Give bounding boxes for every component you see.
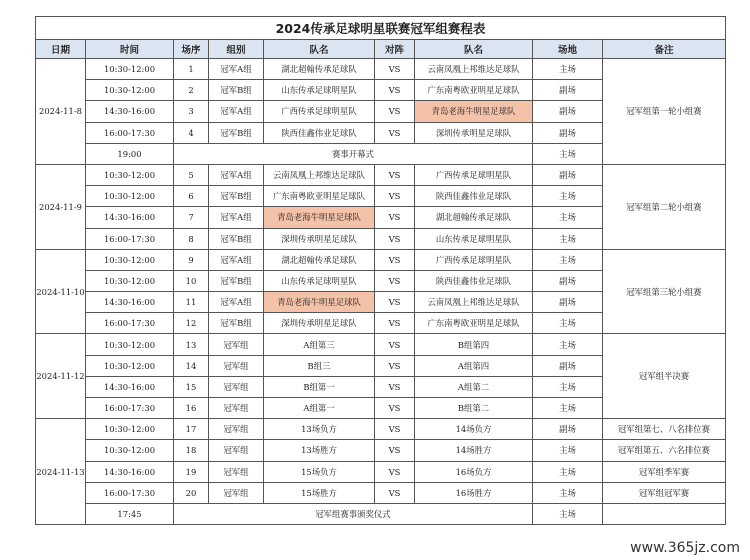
time-cell: 10:30-12:00	[86, 419, 174, 440]
watermark: www.365jz.com	[630, 540, 740, 556]
time-cell: 16:00-17:30	[86, 313, 174, 334]
group-cell: 冠军A组	[209, 164, 264, 185]
venue-cell: 主场	[533, 249, 603, 270]
team2-cell: 山东传承足球明星队	[415, 228, 533, 249]
venue-cell: 主场	[533, 482, 603, 503]
group-cell: 冠军B组	[209, 122, 264, 143]
schedule-sheet	[35, 16, 725, 525]
group-cell: 冠军A组	[209, 59, 264, 80]
match-no-cell: 20	[174, 482, 209, 503]
time-cell: 16:00-17:30	[86, 228, 174, 249]
vs-cell: VS	[375, 376, 415, 397]
time-cell: 10:30-12:00	[86, 270, 174, 291]
vs-cell: VS	[375, 207, 415, 228]
venue-cell: 主场	[533, 207, 603, 228]
team2-cell: 16场负方	[415, 461, 533, 482]
group-cell: 冠军组	[209, 461, 264, 482]
group-cell: 冠军B组	[209, 80, 264, 101]
vs-cell: VS	[375, 270, 415, 291]
vs-cell: VS	[375, 292, 415, 313]
match-no-cell: 2	[174, 80, 209, 101]
title-row	[36, 17, 726, 40]
venue-cell: 主场	[533, 59, 603, 80]
vs-cell: VS	[375, 228, 415, 249]
team2-cell: 湖北超翰传承足球队	[415, 207, 533, 228]
match-row	[36, 249, 726, 270]
time-cell: 16:00-17:30	[86, 122, 174, 143]
header-match-no: 场序	[174, 40, 209, 59]
group-cell: 冠军A组	[209, 292, 264, 313]
date-cell: 2024-11-8	[36, 59, 86, 165]
venue-cell: 主场	[533, 376, 603, 397]
team2-cell: 16场胜方	[415, 482, 533, 503]
time-cell: 14:30-16:00	[86, 292, 174, 313]
time-cell: 10:30-12:00	[86, 186, 174, 207]
group-cell: 冠军组	[209, 376, 264, 397]
group-cell: 冠军A组	[209, 101, 264, 122]
group-cell: 冠军组	[209, 398, 264, 419]
time-cell: 10:30-12:00	[86, 59, 174, 80]
note-cell: 冠军组第五、六名排位赛	[603, 440, 726, 461]
ceremony-time-cell: 17:45	[86, 503, 174, 524]
empty-note-cell	[603, 503, 726, 524]
match-row	[36, 419, 726, 440]
vs-cell: VS	[375, 122, 415, 143]
time-cell: 14:30-16:00	[86, 101, 174, 122]
team2-cell: 深圳传承明星足球队	[415, 122, 533, 143]
time-cell: 14:30-16:00	[86, 376, 174, 397]
date-cell: 2024-11-12	[36, 334, 86, 419]
vs-cell: VS	[375, 249, 415, 270]
team1-cell: 深圳传承明星足球队	[264, 313, 375, 334]
vs-cell: VS	[375, 313, 415, 334]
team2-cell: 广东南粤欧亚明星足球队	[415, 80, 533, 101]
team1-cell: 山东传承足球明星队	[264, 270, 375, 291]
group-cell: 冠军组	[209, 334, 264, 355]
vs-cell: VS	[375, 59, 415, 80]
venue-cell: 主场	[533, 228, 603, 249]
vs-cell: VS	[375, 186, 415, 207]
group-cell: 冠军组	[209, 355, 264, 376]
vs-cell: VS	[375, 334, 415, 355]
header-venue: 场地	[533, 40, 603, 59]
match-no-cell: 17	[174, 419, 209, 440]
team1-cell: 15场负方	[264, 461, 375, 482]
team2-cell: 广西传承足球明星队	[415, 164, 533, 185]
time-cell: 14:30-16:00	[86, 207, 174, 228]
match-no-cell: 11	[174, 292, 209, 313]
page-title: 2024传承足球明星联赛冠军组赛程表	[36, 17, 726, 40]
note-cell: 冠军组第七、八名排位赛	[603, 419, 726, 440]
vs-cell: VS	[375, 101, 415, 122]
group-cell: 冠军A组	[209, 249, 264, 270]
team1-cell: A组第一	[264, 398, 375, 419]
match-no-cell: 9	[174, 249, 209, 270]
note-cell: 冠军组冠军赛	[603, 482, 726, 503]
match-no-cell: 7	[174, 207, 209, 228]
header-date: 日期	[36, 40, 86, 59]
match-no-cell: 14	[174, 355, 209, 376]
match-row	[36, 334, 726, 355]
note-cell: 冠军组第二轮小组赛	[603, 164, 726, 249]
team2-cell: A组第四	[415, 355, 533, 376]
venue-cell: 副场	[533, 419, 603, 440]
vs-cell: VS	[375, 164, 415, 185]
date-cell: 2024-11-13	[36, 419, 86, 525]
venue-cell: 主场	[533, 398, 603, 419]
match-no-cell: 3	[174, 101, 209, 122]
header-time: 时间	[86, 40, 174, 59]
venue-cell: 副场	[533, 122, 603, 143]
ceremony-row	[36, 503, 726, 524]
team2-cell: B组第二	[415, 398, 533, 419]
group-cell: 冠军组	[209, 419, 264, 440]
time-cell: 10:30-12:00	[86, 80, 174, 101]
team1-cell: 青岛老海牛明星足球队	[264, 292, 375, 313]
team2-cell: 陕西佳鑫伟业足球队	[415, 186, 533, 207]
team2-cell: 14场胜方	[415, 440, 533, 461]
time-cell: 10:30-12:00	[86, 164, 174, 185]
note-cell: 冠军组第一轮小组赛	[603, 59, 726, 165]
team1-cell: B组三	[264, 355, 375, 376]
group-cell: 冠军B组	[209, 270, 264, 291]
venue-cell: 副场	[533, 292, 603, 313]
ceremony-time-cell: 19:00	[86, 143, 174, 164]
team1-cell: 湖北超翰传承足球队	[264, 249, 375, 270]
group-cell: 冠军组	[209, 482, 264, 503]
time-cell: 14:30-16:00	[86, 461, 174, 482]
match-no-cell: 5	[174, 164, 209, 185]
team2-cell: 14场负方	[415, 419, 533, 440]
note-cell: 冠军组季军赛	[603, 461, 726, 482]
venue-cell: 副场	[533, 270, 603, 291]
match-no-cell: 13	[174, 334, 209, 355]
venue-cell: 副场	[533, 355, 603, 376]
team1-cell: 15场胜方	[264, 482, 375, 503]
match-row	[36, 461, 726, 482]
vs-cell: VS	[375, 80, 415, 101]
team2-cell: 云南凤凰上邦维达足球队	[415, 59, 533, 80]
note-cell: 冠军组半决赛	[603, 334, 726, 419]
team1-cell: 陕西佳鑫伟业足球队	[264, 122, 375, 143]
match-no-cell: 15	[174, 376, 209, 397]
venue-cell: 副场	[533, 101, 603, 122]
header-team1: 队名	[264, 40, 375, 59]
ceremony-venue-cell: 主场	[533, 143, 603, 164]
header-row	[36, 40, 726, 59]
time-cell: 16:00-17:30	[86, 398, 174, 419]
vs-cell: VS	[375, 461, 415, 482]
schedule-table	[35, 16, 726, 525]
match-no-cell: 1	[174, 59, 209, 80]
group-cell: 冠军B组	[209, 186, 264, 207]
header-note: 备注	[603, 40, 726, 59]
team1-cell: 深圳传承明星足球队	[264, 228, 375, 249]
group-cell: 冠军B组	[209, 228, 264, 249]
team1-cell: 13场负方	[264, 419, 375, 440]
vs-cell: VS	[375, 440, 415, 461]
time-cell: 10:30-12:00	[86, 355, 174, 376]
time-cell: 10:30-12:00	[86, 334, 174, 355]
venue-cell: 主场	[533, 334, 603, 355]
venue-cell: 副场	[533, 80, 603, 101]
team1-cell: 广东南粤欧亚明星足球队	[264, 186, 375, 207]
match-no-cell: 8	[174, 228, 209, 249]
match-no-cell: 18	[174, 440, 209, 461]
team1-cell: 广西传承足球明星队	[264, 101, 375, 122]
team1-cell: 云南凤凰上邦维达足球队	[264, 164, 375, 185]
group-cell: 冠军B组	[209, 313, 264, 334]
match-no-cell: 12	[174, 313, 209, 334]
match-no-cell: 16	[174, 398, 209, 419]
team1-cell: 山东传承足球明星队	[264, 80, 375, 101]
vs-cell: VS	[375, 398, 415, 419]
team2-cell: 云南凤凰上邦维达足球队	[415, 292, 533, 313]
team2-cell: 青岛老海牛明星足球队	[415, 101, 533, 122]
match-no-cell: 6	[174, 186, 209, 207]
team1-cell: B组第一	[264, 376, 375, 397]
date-cell: 2024-11-10	[36, 249, 86, 334]
team1-cell: 青岛老海牛明星足球队	[264, 207, 375, 228]
match-no-cell: 19	[174, 461, 209, 482]
team2-cell: A组第二	[415, 376, 533, 397]
group-cell: 冠军A组	[209, 207, 264, 228]
match-row	[36, 482, 726, 503]
team1-cell: 13场胜方	[264, 440, 375, 461]
venue-cell: 副场	[533, 164, 603, 185]
time-cell: 10:30-12:00	[86, 249, 174, 270]
team2-cell: B组第四	[415, 334, 533, 355]
team2-cell: 广西传承足球明星队	[415, 249, 533, 270]
team1-cell: A组第三	[264, 334, 375, 355]
note-cell: 冠军组第三轮小组赛	[603, 249, 726, 334]
vs-cell: VS	[375, 355, 415, 376]
venue-cell: 主场	[533, 461, 603, 482]
ceremony-text-cell: 赛事开幕式	[174, 143, 533, 164]
team2-cell: 陕西佳鑫伟业足球队	[415, 270, 533, 291]
match-row	[36, 440, 726, 461]
venue-cell: 主场	[533, 313, 603, 334]
match-no-cell: 4	[174, 122, 209, 143]
match-no-cell: 10	[174, 270, 209, 291]
time-cell: 16:00-17:30	[86, 482, 174, 503]
team2-cell: 广东南粤欧亚明星足球队	[415, 313, 533, 334]
time-cell: 10:30-12:00	[86, 440, 174, 461]
venue-cell: 主场	[533, 186, 603, 207]
vs-cell: VS	[375, 419, 415, 440]
header-group: 组别	[209, 40, 264, 59]
group-cell: 冠军组	[209, 440, 264, 461]
venue-cell: 主场	[533, 440, 603, 461]
ceremony-venue-cell: 主场	[533, 503, 603, 524]
date-cell: 2024-11-9	[36, 164, 86, 249]
match-row	[36, 164, 726, 185]
header-team2: 队名	[415, 40, 533, 59]
ceremony-text-cell: 冠军组赛事颁奖仪式	[174, 503, 533, 524]
header-vs: 对阵	[375, 40, 415, 59]
team1-cell: 湖北超翰传承足球队	[264, 59, 375, 80]
match-row	[36, 59, 726, 80]
vs-cell: VS	[375, 482, 415, 503]
